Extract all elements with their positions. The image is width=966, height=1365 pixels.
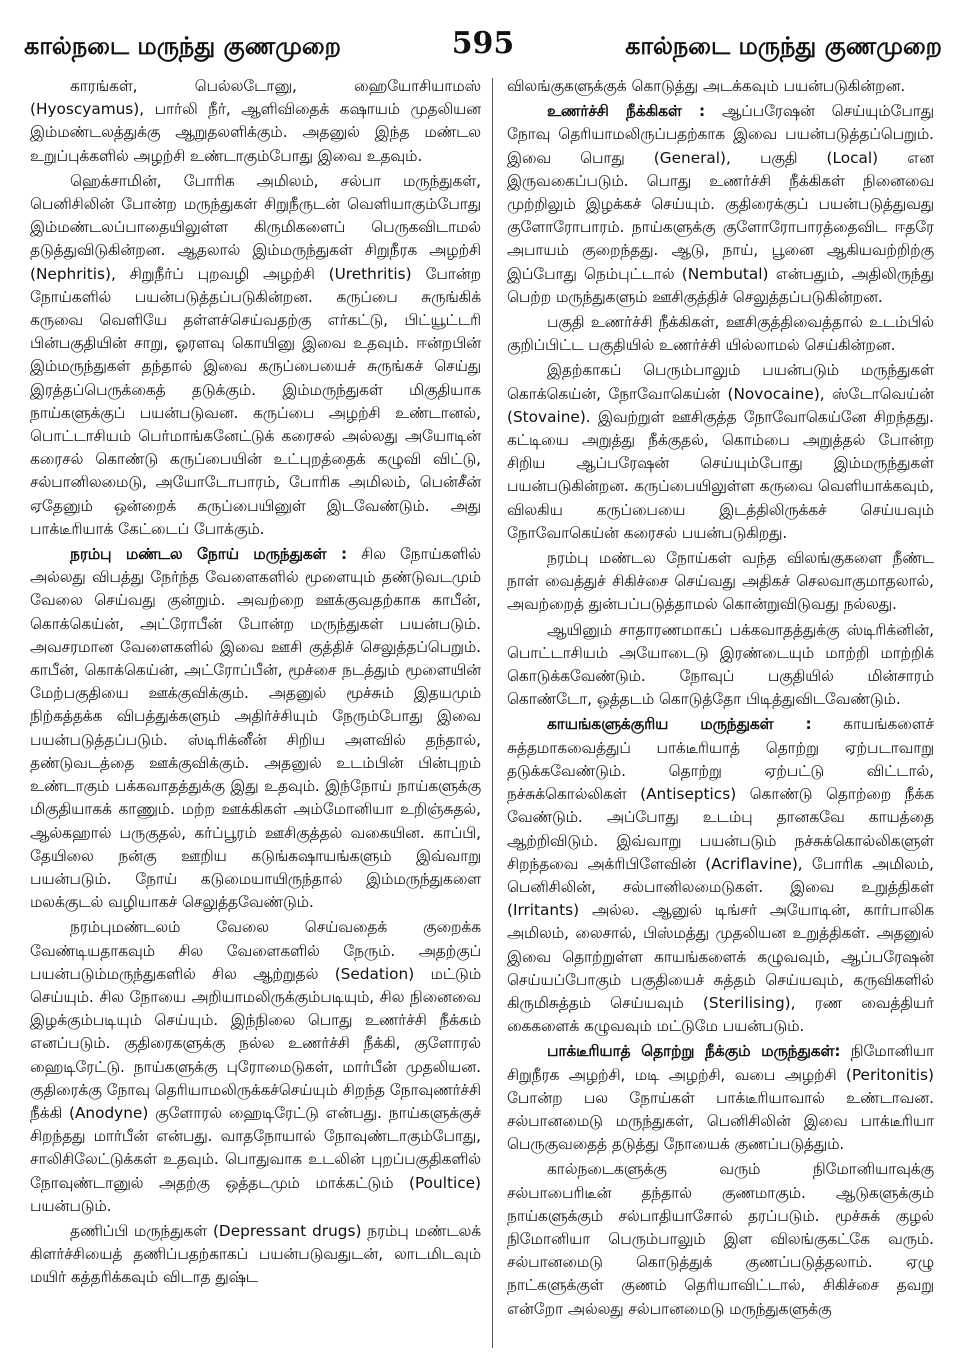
paragraph-text: நரம்பு மண்டல நோய்கள் வந்த விலங்குகளை நீண்ட நாள் வைத்துச் சிகிச்சை செய்வது அதிகச் செலவாகுமாதலால், அவற்றைத் துன்பப்படுத்தாமல் கொன்றுவிடுவது நல்லது. [507, 549, 934, 614]
left-column [30, 75, 481, 1365]
section-heading: பாக்டீரியாத் தொற்று நீக்கும் மருந்துகள்: [547, 1042, 841, 1061]
paragraph-text: நரம்புமண்டலம் வேலை செய்வதைக் குறைக்க வேண்டியதாகவும் சில வேளைகளில் நேரும். அதற்குப் பயன்படும்மருந்துகளில் சில ஆற்றுதல் (Sedation) மட்டும் செய்யும். சில நோயை அறியாமலிருக்கும்படியும், சில நினைவை இழக்கும்படியும் செய்யும். இந்நிலை பொது உணர்ச்சி நீக்கம் எனப்படும். குதிரைகளுக்கு நல்ல உணர்ச்சி நீக்கி, குளோரல் ஹைடிரேட்டு. நாய்களுக்கு புரோமைடுகள், மார்பீன் முதலியன. குதிரைக்கு நோவு தெரியாமலிருக்கச்செய்யும் சிறந்த நோவுணர்ச்சி நீக்கி (Anodyne) குளோரல் ஹைடிரேட்டு என்பது. நாய்களுக்குச் சிறந்தது மார்பீன் என்பது. வாதநோயால் நோவுண்டாகும்போது, சாலிசிலேட்டுக்கள் உதவும். பொதுவாக உடலின் புறப்பகுதிகளில் நோவுண்டானுல் அதற்கு ஒத்தடமும் மாக்கட்டும் (Poultice) பயன்படும். [30, 918, 481, 1215]
paragraph-text: காரங்கள், பெல்லடோனு, ஹையோசியாமஸ் (Hyoscyamus), பார்லி நீர், ஆளிவிதைக் கஷாயம் முதலியன இம்மண்டலத்துக்கு ஆறுதலளிக்கும். அதனுல் இந்த மண்டல உறுப்புக்களில் அழற்சி உண்டாகும்போது இவை உதவும். [30, 77, 481, 165]
running-title-right: கால்நடை மருந்து குணமுறை [625, 32, 942, 60]
section-heading: நரம்பு மண்டல நோய் மருந்துகள் : [70, 545, 348, 564]
page-number: 595 [451, 26, 515, 61]
paragraph-text: சில நோய்களில் அல்லது விபத்து நேர்ந்த வேளைகளில் மூளையும் தண்டுவடமும் வேலை செய்வது குன்றும். அவற்றை ஊக்குவதற்காக காபீன், கொக்கெய்ன், அட்ரோபீன் போன்ற மருந்துகள் பயன்படும். அவசரமான வேளைகளில் இவை ஊசி குத்திச் செலுத்தப்பெறும். காபீன், கொக்கெய்ன், அட்ரோப்பீன், மூச்சை நடத்தும் மூளையின் மேற்பகுதியை ஊக்குவிக்கும். அதனுல் மூச்சும் இதயமும் நிற்கத்தக்க விபத்துக்களும் அதிர்ச்சியும் நேரும்போது இவை பயன்படுத்தப்படும். ஸ்டிரிக்னீன் சிறிய அளவில் தந்தால், தண்டுவடத்தை ஊக்குவிக்கும். அதனுல் உடம்பின் பின்புறம் உண்டாகும் பக்கவாதத்துக்கு இது உதவும். இந்நோய் நாய்களுக்கு மிகுதியாகக் காணும். மற்ற ஊக்கிகள் அம்மோனியா உறிஞ்சுதல், ஆல்கஹால் பருகுதல், கர்ப்பூரம் ஊசிகுத்தல் வகையின. காப்பி, தேயிலை நன்கு ஊறிய கடுங்கஷாயங்களும் இவ்வாறு பயன்படும். நோய் கடுமையாயிருந்தால் இம்மருந்துகளை மலக்குடல் வழியாகச் செலுத்தவேண்டும். [30, 545, 481, 912]
paragraph-text: விலங்குகளுக்குக் கொடுத்து அடக்கவும் பயன்படுகின்றன. [507, 77, 906, 95]
paragraph-continued [507, 75, 934, 98]
paragraph-text: இதற்காகப் பெரும்பாலும் பயன்படும் மருந்துகள் கொக்கெய்ன், நோவோகெய்ன் (Novocaine), ஸ்டோவெய்ன் (Stovaine). இவற்றுள் ஊசிகுத்த நோவோகெய்னே சிறந்தது. கட்டியை அறுத்து நீக்குதல், கொம்பை அறுத்தல் போன்ற சிறிய ஆப்பரேஷன் செய்யும்போது இம்மருந்துகள் பயன்படுகின்றன. கருப்பையிலுள்ள கருவை வெளியாக்கவும், விலகிய கருப்பையை இடத்திலிருக்கச் செய்யவும் நோவோகெய்ன் கரைசல் பயன்படுகிறது. [507, 361, 934, 542]
paragraph-text: ஆயினும் சாதாரணமாகப் பக்கவாதத்துக்கு ஸ்டிரிக்னின், பொட்டாசியம் அயோடைடு இரண்டையும் மாற்றி மாற்றிக் கொடுக்கவேண்டும். நோவுப் பகுதியில் மின்சாரம் கொண்டோ, ஒத்தடம் கொடுத்தோ பிடித்துவிடவேண்டும். [507, 620, 934, 709]
paragraph [507, 311, 934, 357]
paragraph-text: பகுதி உணர்ச்சி நீக்கிகள், ஊசிகுத்திவைத்தால் உடம்பில் குறிப்பிட்ட பகுதியில் உணர்ச்சி யில்லாமல் செய்கின்றன. [507, 313, 934, 355]
paragraph-text: தணிப்பி மருந்துகள் (Depressant drugs) நரம்பு மண்டலக் கிளர்ச்சியைத் தணிப்பதற்காகப் பயன்படுவதுடன், லாடமிடவும் மயிர் கத்தரிக்கவும் விடாத துஷ்ட [30, 1221, 481, 1287]
section-paragraph [507, 1040, 934, 1156]
paragraph [507, 1158, 934, 1320]
running-title-left: கால்நடை மருந்து குணமுறை [24, 32, 341, 60]
section-paragraph [30, 543, 481, 914]
section-paragraph [507, 100, 934, 309]
right-column [507, 75, 934, 1365]
paragraph [30, 170, 481, 541]
paragraph-text: ஹெக்சாமின், போரிக அமிலம், சல்பா மருந்துகள், பெனிசிலின் போன்ற மருந்துகள் சிறுநீருடன் வெளியாகும்போது இம்மண்டலப்பாதையிலுள்ள கிருமிகளைப் பெருகவிடாமல் தடுத்துவிடுகின்றன. ஆதலால் இம்மருந்துகள் சிறுநீரக அழற்சி (Nephritis), சிறுநீர்ப் புறவழி அழற்சி (Urethritis) போன்ற நோய்களில் பயன்படுத்தப்படுகின்றன. கருப்பை சுருங்கிக் கருவை வெளியே தள்ளச்செய்வதற்கு எர்கட்டு, பிட்யூட்டரி பின்பகுதியின் சாறு, ஓரளவு கொயினு இவை உதவும். ஈன்றபின் இம்மருந்துகள் தந்தால் இவை கருப்பையைச் சுருங்கச் செய்து இரத்தப்பெருக்கைத் தடுக்கும். இம்மருந்துகள் மிகுதியாக நாய்களுக்குப் பயன்படுவன. கருப்பை அழற்சி உண்டானல், பொட்டாசியம் பெர்மாங்கனேட்டுக் கரைசல் அல்லது அயோடின் கரைசல் கொண்டு கருப்பையின் உட்புறத்தைக் கழுவி விட்டு, சல்பானிலமைடு, அயோடோபாரம், போரிக அமிலம், பென்சீன் ஏதேனும் ஒன்றைக் கருப்பையினுள் இடவேண்டும். அது பாக்டீரியாக் கேட்டைப் போக்கும். [30, 171, 481, 538]
paragraph-text: ஆப்பரேஷன் செய்யும்போது நோவு தெரியாமலிருப்பதற்காக இவை பயன்படுத்தப்பெறும். இவை பொது (General), பகுதி (Local) என இருவகைப்படும். பொது உணர்ச்சி நீக்கிகள் நினைவை முற்றிலும் இழக்கச் செய்யும். குதிரைக்குப் பயன்படுத்துவது குளோரோபாரம். நாய்களுக்கு குளோரோபாரத்தைவிட ஈதரே அபாயம் குறைந்தது. ஆடு, நாய், பூனை ஆகியவற்றிற்கு இப்போது நெம்புட்டால் (Nembutal) என்பதும், அதிலிருந்து பெற்ற மருந்துகளும் ஊசிகுத்திச் செலுத்தப்படுகின்றன. [507, 102, 934, 306]
section-heading: காயங்களுக்குரிய மருந்துகள் : [547, 715, 812, 734]
paragraph-text: நிமோனியா சிறுநீரக அழற்சி, மடி அழற்சி, வபை அழற்சி (Peritonitis) போன்ற பல நோய்கள் பாக்டீரியாவால் உண்டாவன. சல்பானமைடு மருந்துகள், பெனிசிலின் இவை பாக்டீரியா பெருகுவதைத் தடுத்து நோயைக் குணப்படுத்தும். [507, 1042, 934, 1154]
column-divider [492, 78, 493, 1348]
paragraph [507, 547, 934, 617]
page-header [24, 26, 942, 66]
section-paragraph [507, 713, 934, 1038]
paragraph [507, 619, 934, 712]
paragraph [30, 75, 481, 168]
paragraph-text: கால்நடைகளுக்கு வரும் நிமோனியாவுக்கு சல்பாபைரிடீன் தந்தால் குணமாகும். ஆடுகளுக்கும் நாய்களுக்கும் சல்பாதியாசோல் தரப்படும். மூச்சுக் குழல் நிமோனியா பெரும்பாலும் இள விலங்குகட்கே வரும். சல்பானமைடு கொடுத்துக் குணப்படுத்தலாம். ஏழு நாட்களுக்குள் குணம் தெரியாவிட்டால், சிகிச்சை தவறு என்றோ அல்லது சல்பானமைடு மருந்துகளுக்கு [507, 1160, 934, 1318]
section-heading: உணர்ச்சி நீக்கிகள் : [547, 102, 706, 121]
paragraph [30, 916, 481, 1218]
paragraph-text: காயங்களைச் சுத்தமாகவைத்துப் பாக்டீரியாத் தொற்று ஏற்படாவாறு தடுக்கவேண்டும். தொற்று ஏற்பட்டு விட்டால், நச்சுக்கொல்லிகள் (Antiseptics) கொண்டு தொற்றை நீக்க வேண்டும். அப்போது உடம்பு தானகவே காயத்தை ஆற்றிவிடும். இவ்வாறு பயன்படும் நச்சுக்கொல்லிகளுள் சிறந்தவை அக்ரிபிளேவின் (Acriflavine), போரிக அமிலம், பெனிசிலின், சல்பானிலமைடுகள். இவை உறுத்திகள் (Irritants) அல்ல. ஆனுல் டிங்சர் அயோடின், கார்பாலிக அமிலம், லைசால், பிஸ்மத்து முதலியன உறுத்திகள். அதனுல் இவை தொற்றுள்ள காயங்களைக் கழுவவும், ஆப்பரேஷன் செய்யப்போகும் பகுதியைச் சுத்தம் செய்யவும், கருவிகளில் கிருமிசுத்தம் செய்யவும் (Sterilising), ரண வைத்தியர் கைகளைக் கழுவவும் மட்டுமே பயன்படும். [507, 715, 934, 1036]
paragraph [30, 1220, 481, 1290]
paragraph [507, 359, 934, 545]
